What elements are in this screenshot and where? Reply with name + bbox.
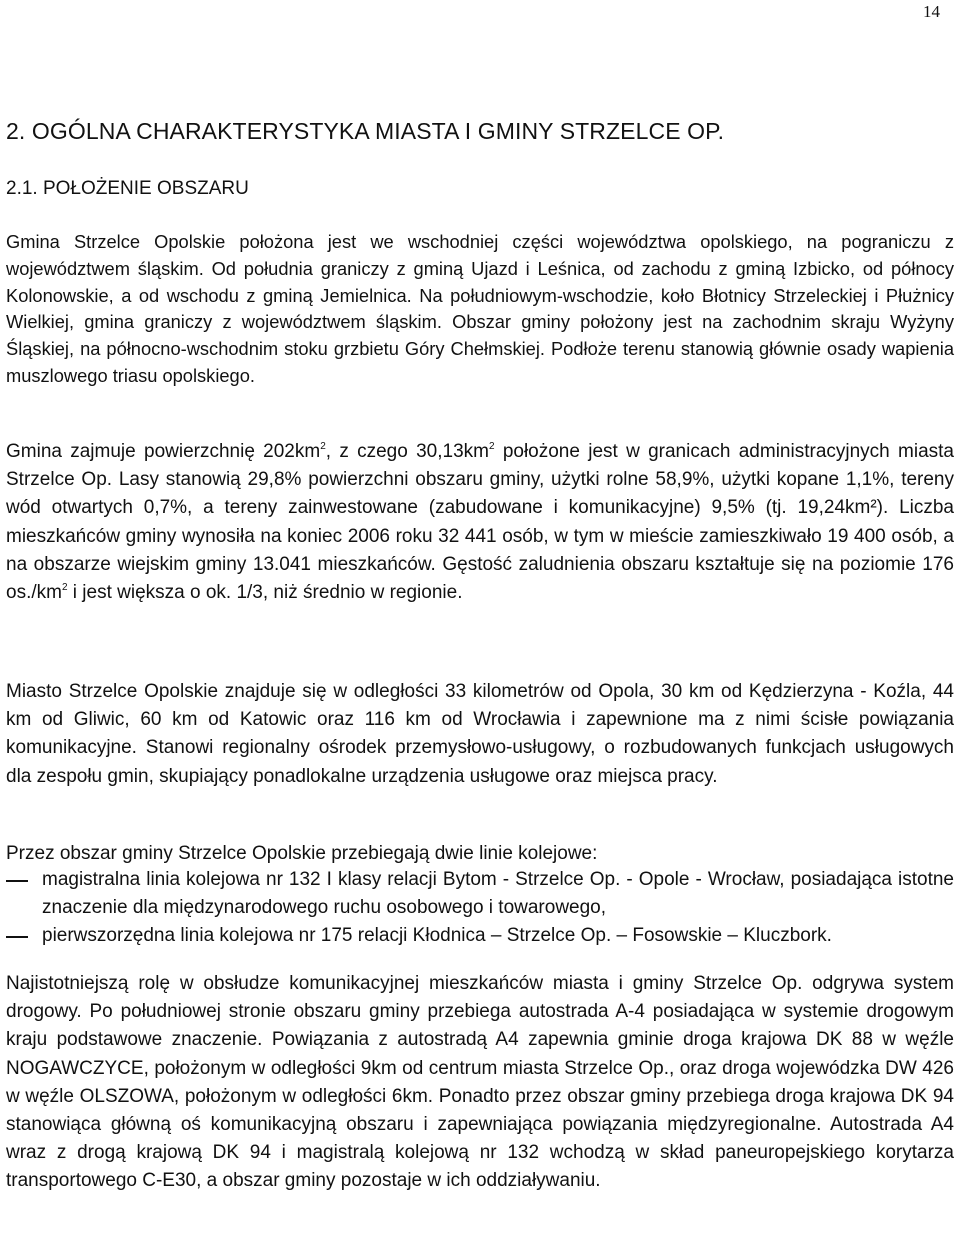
rail-lines-list [6,866,954,951]
section-heading: 2.1. POŁOŻENIE OBSZARU [6,178,249,199]
list-item: magistralna linia kolejowa nr 132 I klasy relacji Bytom - Strzelce Op. - Opole - Wrocław, posiadająca istotne znaczenie dla międzynarodowego ruchu osobowego i towarowego, [42,869,954,919]
page-number: 14 [923,2,940,21]
paragraph-rail-intro: Przez obszar gminy Strzelce Opolskie przebiegają dwie linie kolejowe: [6,843,598,864]
paragraph-roads: Najistotniejszą rolę w obsłudze komunikacyjnej mieszkańców miasta i gminy Strzelce Op. odgrywa system drogowy. Po południowej stronie obszaru gminy przebiega autostrada A-4 posiadająca w systemie drogowym kraju podstawowe znaczenie. Powiązania z autostradą A4 zapewnia gminie droga krajowa DK 88 w węźle NOGAWCZYCE, położonym w odległości 9km od centrum miasta Strzelce Op., oraz droga wojewódzka DW 426 w węźle OLSZOWA, położonym w odległości 6km. Ponadto przez obszar gminy przebiega droga krajowa DK 94 stanowiąca główną oś komunikacyjną obszaru i zapewniająca powiązania międzyregionalne. Autostrada A4 wraz z drogą krajową DK 94 i magistralą kolejową nr 132 wchodzą w skład paneuropejskiego korytarza transportowego C-E30, a obszar gminy pozostaje w ich oddziaływaniu. [6,973,954,1192]
paragraph-distances: Miasto Strzelce Opolskie znajduje się w odległości 33 kilometrów od Opola, 30 km od Kędzierzyna - Koźla, 44 km od Gliwic, 60 km od Katowic oraz 116 km od Wrocławia i zapewnione ma z nimi ścisłe powiązania komunikacyjne. Stanowi regionalny ośrodek przemysłowo-usługowy, o rozbudowanych funkcjach usługowych dla zespołu gmin, skupiający ponadlokalne urządzenia usługowe oraz miejsca pracy. [6,681,954,787]
list-item: pierwszorzędna linia kolejowa nr 175 relacji Kłodnica – Strzelce Op. – Fosowskie – Kluczbork. [42,925,832,947]
paragraph-area-population: Gmina zajmuje powierzchnię $202km^2$, z czego $30,13km^2$ położone jest w granicach administracyjnych miasta Strzelce Op. Lasy stanowią 29,8% powierzchni obszaru gminy, użytki rolne 58,9%, użytki kopane 1,1%, tereny wód otwartych 0,7%, a tereny zainwestowane (zabudowane i komunikacyjne) 9,5% (tj. 19,24km²). Liczba mieszkańców gminy wynosiła na koniec 2006 roku 32 441 osób, w tym w mieście zamieszkiwało 19 400 osób, a na obszarze wiejskim gminy 13.041 mieszkańców. Gęstość zaludnienia obszaru kształtuje się na poziomie 176 $os./km^2$ i jest większa o ok. 1/3, niż średnio w regionie. [6,441,954,604]
paragraph-location: Gmina Strzelce Opolskie położona jest we wschodniej części województwa opolskiego, na pograniczu z województwem śląskim. Od południa graniczy z gminą Ujazd i Leśnica, od zachodu z gminą Izbicko, od północy Kolonowskie, a od wschodu z gminą Jemielnica. Na południowym-wschodzie, koło Błotnicy Strzeleckiej i Płużnicy Wielkiej, gmina graniczy z województwem śląskim. Obszar gminy położony jest na zachodnim skraju Wyżyny Śląskiej, na północno-wschodnim stoku grzbietu Góry Chełmskiej. Podłoże terenu stanowią głównie osady wapienia muszlowego triasu opolskiego. [6,231,954,386]
chapter-heading: 2. OGÓLNA CHARAKTERYSTYKA MIASTA I GMINY STRZELCE OP. [6,118,725,144]
